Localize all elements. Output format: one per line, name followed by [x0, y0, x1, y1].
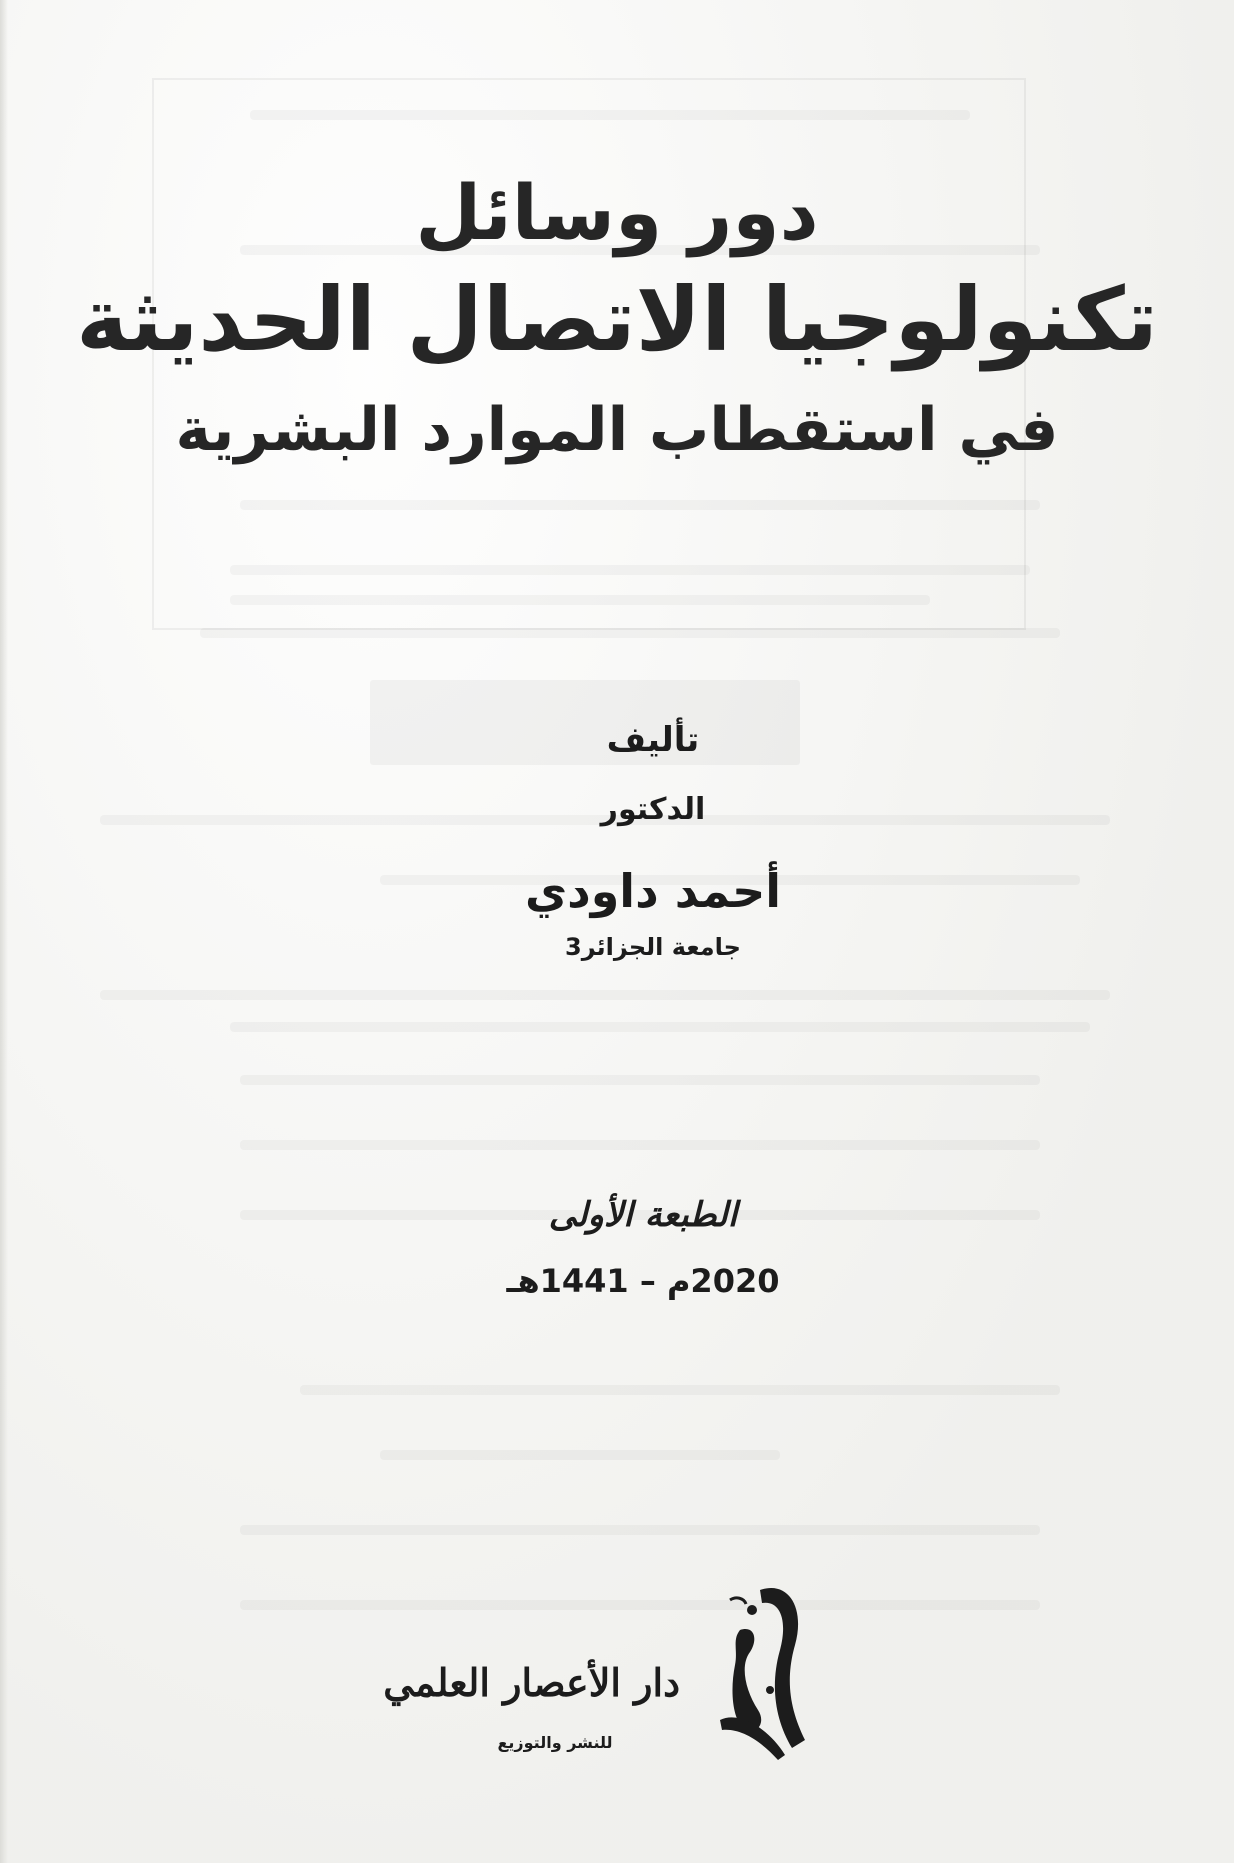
- edition-date: 2020م – 1441هـ: [506, 1262, 780, 1300]
- book-title-line-2: تكنولوجيا الاتصال الحديثة: [76, 268, 1158, 371]
- bleed-through-line: [300, 1385, 1060, 1395]
- author-title: الدكتور: [600, 792, 706, 827]
- bleed-through-line: [230, 565, 1030, 575]
- bleed-through-line: [240, 1525, 1040, 1535]
- bleed-through-line: [240, 1075, 1040, 1085]
- bleed-through-line: [200, 628, 1060, 638]
- bleed-through-line: [230, 1022, 1090, 1032]
- edition-label: الطبعة الأولى: [548, 1195, 738, 1235]
- bleed-through-line: [240, 500, 1040, 510]
- book-title-line-1: دور وسائل: [415, 168, 819, 257]
- publisher-name: دار الأعصار العلمي: [383, 1660, 680, 1705]
- bleed-through-line: [240, 1140, 1040, 1150]
- publisher-tagline: للنشر والتوزيع: [497, 1733, 613, 1752]
- author-name: أحمد داودي: [524, 864, 782, 918]
- book-title-line-3: في استقطاب الموارد البشرية: [175, 395, 1059, 465]
- bleed-through-line: [250, 110, 970, 120]
- bleed-through-line: [100, 990, 1110, 1000]
- author-affiliation: جامعة الجزائر3: [565, 933, 741, 961]
- author-label: تأليف: [606, 720, 700, 760]
- bleed-through-line: [230, 595, 930, 605]
- bleed-through-line: [380, 1450, 780, 1460]
